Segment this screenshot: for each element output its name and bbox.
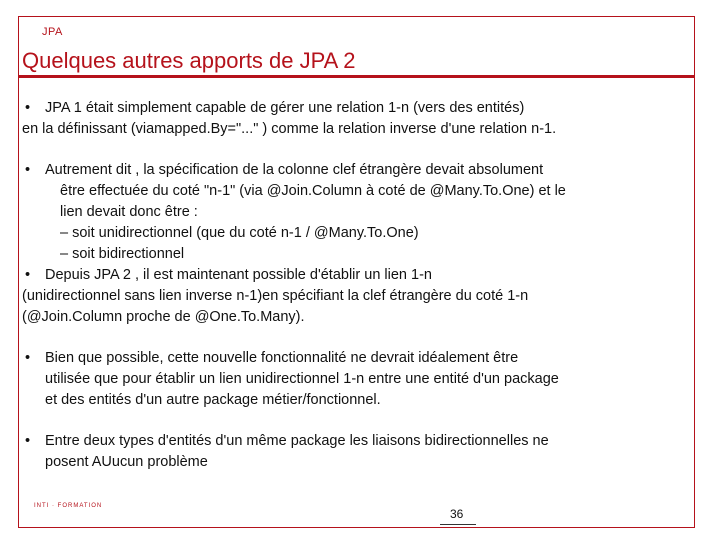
- page-number-underline: [440, 524, 476, 525]
- paragraph-4-line-3: et des entités d'un autre package métier/fonctionnel.: [45, 392, 381, 408]
- paragraph-2-line-1: • Autrement dit , la spécification de la colonne clef étrangère devait absolument: [22, 160, 690, 181]
- paragraph-2-line-5: – soit bidirectionnel: [60, 246, 185, 262]
- bullet-icon: •: [25, 162, 31, 178]
- paragraph-1-line-1: • JPA 1 était simplement capable de gérer une relation 1-n (vers des entités): [22, 98, 690, 119]
- bullet-icon: •: [25, 267, 31, 283]
- paragraph-3-line-1: • Depuis JPA 2 , il est maintenant possible d'établir un lien 1-n: [22, 265, 690, 286]
- title-underline: [18, 75, 695, 78]
- bullet-icon: •: [25, 350, 31, 366]
- paragraph-4-line-1: • Bien que possible, cette nouvelle fonctionnalité ne devrait idéalement être: [22, 348, 690, 369]
- paragraph-2-line-3: lien devait donc être :: [60, 204, 198, 220]
- paragraph-4-line-2: utilisée que pour établir un lien unidirectionnel 1-n entre une entité d'un package: [45, 371, 559, 387]
- paragraph-2-line-4: – soit unidirectionnel (que du coté n-1 / @Many.To.One): [60, 225, 419, 241]
- paragraph-2-line-2: être effectuée du coté "n-1" (via @Join.Column à coté de @Many.To.One) et le: [60, 183, 566, 199]
- bullet-icon: •: [25, 433, 31, 449]
- header-label: JPA: [42, 26, 63, 38]
- bullet-icon: •: [25, 100, 31, 116]
- slide-title: Quelques autres apports de JPA 2: [22, 48, 356, 73]
- footer-logo: INTI · FORMATION: [34, 503, 103, 509]
- paragraph-5-line-1: • Entre deux types d'entités d'un même package les liaisons bidirectionnelles ne: [22, 431, 690, 452]
- slide-body: [22, 98, 690, 473]
- paragraph-3-line-2: (unidirectionnel sans lien inverse n-1)en spécifiant la clef étrangère du coté 1-n: [22, 288, 529, 304]
- page-number: 36: [450, 507, 464, 521]
- paragraph-1-line-2: en la définissant (viamapped.By="..." ) comme la relation inverse d'une relation n-1.: [22, 121, 557, 137]
- paragraph-3-line-3: (@Join.Column proche de @One.To.Many).: [22, 309, 305, 325]
- paragraph-5-line-2: posent AUucun problème: [45, 454, 208, 470]
